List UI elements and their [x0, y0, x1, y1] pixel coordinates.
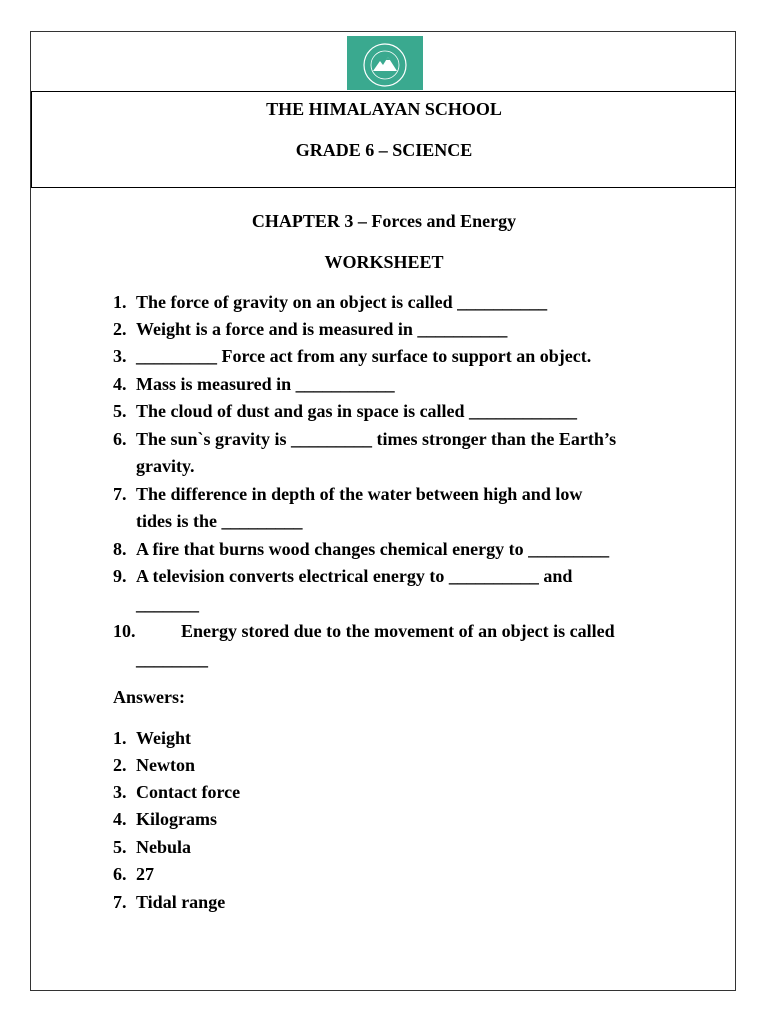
answer-text: 27	[136, 864, 154, 884]
worksheet-heading: WORKSHEET	[324, 252, 444, 272]
question-number: 6.	[113, 429, 127, 449]
chapter-heading: CHAPTER 3 – Forces and Energy	[251, 211, 517, 231]
question-text: gravity.	[136, 456, 195, 476]
question-text: The sun`s gravity is _________ times stronger than the Earth’s	[136, 429, 617, 449]
question-number: 7.	[113, 484, 127, 504]
question-text: _________ Force act from any surface to support an object.	[136, 346, 592, 366]
question-number: 8.	[113, 539, 127, 559]
school-logo	[347, 36, 423, 90]
question-text: A television converts electrical energy to __________ and	[136, 566, 573, 586]
question-text: A fire that burns wood changes chemical energy to _________	[136, 539, 610, 559]
answer-number: 4.	[113, 809, 127, 829]
answer-text: Tidal range	[136, 892, 226, 912]
answer-number: 2.	[113, 755, 127, 775]
answer-text: Nebula	[136, 837, 192, 857]
question-number: 1.	[113, 292, 127, 312]
answer-text: Weight	[136, 728, 192, 748]
answer-number: 1.	[113, 728, 127, 748]
question-text: The difference in depth of the water between high and low	[136, 484, 583, 504]
answer-text: Newton	[136, 755, 195, 775]
answer-number: 5.	[113, 837, 127, 857]
school-name: THE HIMALAYAN SCHOOL	[266, 99, 502, 119]
answer-number: 7.	[113, 892, 127, 912]
question-number: 3.	[113, 346, 127, 366]
question-number: 9.	[113, 566, 127, 586]
answer-number: 3.	[113, 782, 127, 802]
question-number: 5.	[113, 401, 127, 421]
question-text: The force of gravity on an object is called __________	[136, 292, 548, 312]
question-number: 10.	[113, 621, 136, 641]
question-text: Energy stored due to the movement of an object is called	[181, 621, 615, 641]
question-text: tides is the _________	[136, 511, 303, 531]
question-number: 2.	[113, 319, 127, 339]
grade-heading: GRADE 6 – SCIENCE	[295, 140, 473, 160]
question-text: Weight is a force and is measured in __________	[136, 319, 508, 339]
question-number: 4.	[113, 374, 127, 394]
answer-text: Kilograms	[136, 809, 217, 829]
answers-heading: Answers:	[113, 687, 185, 707]
question-text: The cloud of dust and gas in space is called ____________	[136, 401, 578, 421]
answer-number: 6.	[113, 864, 127, 884]
question-text: _______	[136, 594, 199, 614]
question-text: Mass is measured in ___________	[136, 374, 395, 394]
answer-text: Contact force	[136, 782, 241, 802]
question-text: ________	[136, 649, 208, 669]
